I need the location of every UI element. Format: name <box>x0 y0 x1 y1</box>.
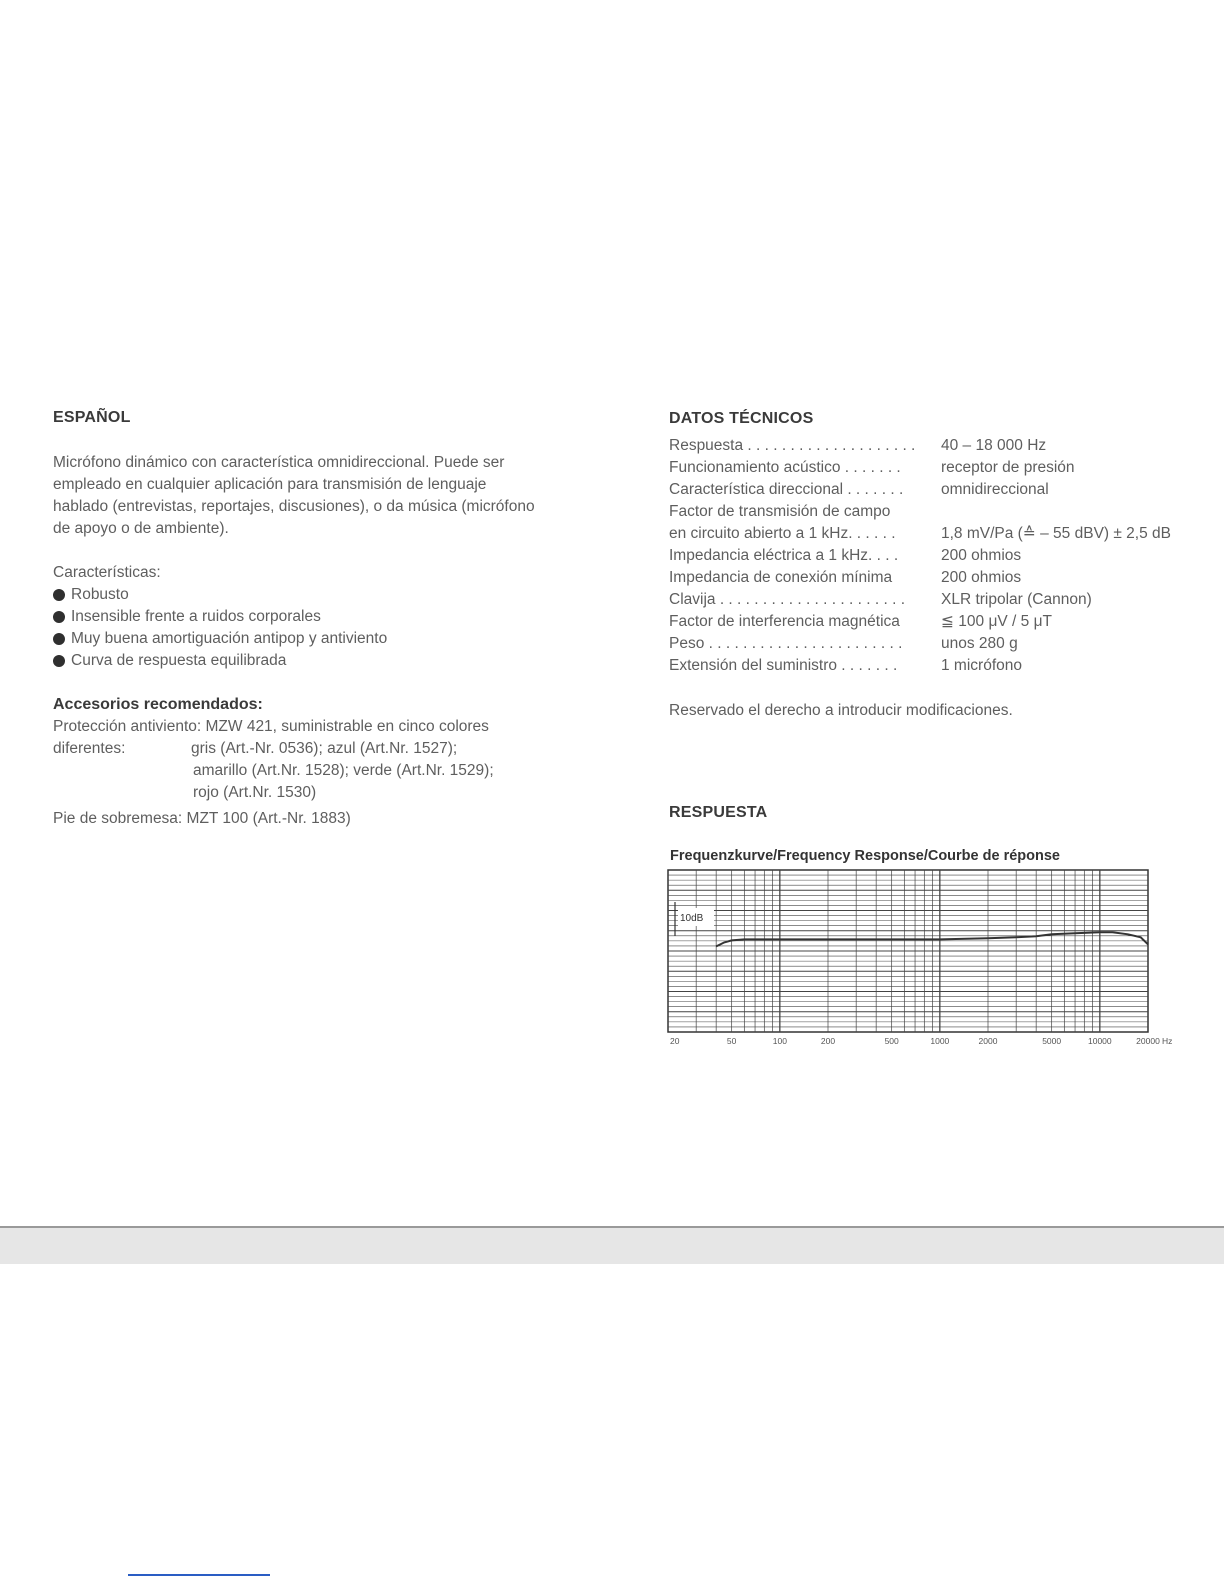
spec-row <box>669 611 1171 633</box>
spec-key: Impedancia eléctrica a 1 kHz. . . . <box>669 547 899 564</box>
spec-key: en circuito abierto a 1 kHz. . . . . . <box>669 525 896 542</box>
spec-row <box>669 655 1171 677</box>
features-label: Características: <box>53 564 161 581</box>
intro-line: empleado en cualquier aplicación para transmisión de lenguaje <box>53 476 487 493</box>
accessories-title: Accesorios recomendados: <box>53 696 263 713</box>
spec-key: Peso . . . . . . . . . . . . . . . . . . . . . . . <box>669 635 903 652</box>
feature-item: Insensible frente a ruidos corporales <box>53 606 387 628</box>
accessories-label: diferentes: <box>53 740 126 757</box>
spec-key: Característica direccional . . . . . . . <box>669 481 904 498</box>
spec-row <box>669 589 1171 611</box>
bullet-icon <box>53 589 65 601</box>
x-tick-label: 20000 <box>1136 1036 1160 1046</box>
spec-key: Funcionamiento acústico . . . . . . . <box>669 459 901 476</box>
spec-value: unos 280 g <box>941 635 1018 652</box>
frequency-response-chart <box>660 866 1180 1066</box>
spec-row <box>669 435 1171 457</box>
spec-value: ≦ 100 μV / 5 μT <box>941 613 1052 630</box>
x-tick-label: 50 <box>726 1036 737 1046</box>
spec-value: XLR tripolar (Cannon) <box>941 591 1092 608</box>
spec-value: 200 ohmios <box>941 569 1022 586</box>
reserved-note: Reservado el derecho a introducir modificaciones. <box>669 702 1013 719</box>
accessories-line: Protección antiviento: MZW 421, suministrable en cinco colores <box>53 718 489 735</box>
spec-key: Clavija . . . . . . . . . . . . . . . . . . . . . . <box>669 591 905 608</box>
feature-item: Robusto <box>53 584 387 606</box>
spec-key: Factor de transmisión de campo <box>669 503 891 520</box>
bullet-icon <box>53 633 65 645</box>
intro-paragraph <box>53 452 573 540</box>
intro-line: de apoyo o de ambiente). <box>53 520 229 537</box>
x-tick-label: 500 <box>884 1036 899 1046</box>
spec-key: Extensión del suministro . . . . . . . <box>669 657 898 674</box>
spec-value: omnidireccional <box>941 481 1049 498</box>
spec-value: 1 micrófono <box>941 657 1022 674</box>
bullet-icon <box>53 655 65 667</box>
bullet-icon <box>53 611 65 623</box>
x-tick-label: 200 <box>820 1036 836 1046</box>
bottom-band <box>0 1228 1224 1264</box>
feature-item: Curva de respuesta equilibrada <box>53 650 387 672</box>
spec-row <box>669 545 1171 567</box>
features-list <box>53 584 387 672</box>
intro-line: hablado (entrevistas, reportajes, discusiones), o da música (micrófono <box>53 498 535 515</box>
chart-title: Frequenzkurve/Frequency Response/Courbe de réponse <box>670 848 1060 864</box>
section-heading-espanol: ESPAÑOL <box>53 409 131 426</box>
spec-key: Factor de interferencia magnética <box>669 613 900 630</box>
x-unit-label: Hz <box>1162 1036 1173 1046</box>
spec-row <box>669 523 1171 545</box>
accessories-line: rojo (Art.Nr. 1530) <box>193 784 317 801</box>
scale-label: 10dB <box>680 913 704 924</box>
chart-grid <box>668 870 1148 1032</box>
chart-tick-labels <box>670 1036 1172 1046</box>
x-tick-label: 20 <box>670 1036 680 1046</box>
x-tick-label: 5000 <box>1042 1036 1062 1046</box>
section-heading-respuesta: RESPUESTA <box>669 804 768 821</box>
spec-row <box>669 457 1171 479</box>
accessories-block <box>53 694 494 830</box>
spec-row <box>669 567 1171 589</box>
accessories-row <box>53 738 494 760</box>
blue-underline <box>128 1574 270 1576</box>
x-tick-label: 100 <box>772 1036 787 1046</box>
spec-value: 40 – 18 000 Hz <box>941 437 1047 454</box>
response-curve <box>716 932 1148 946</box>
spec-value: 1,8 mV/Pa (≙ – 55 dBV) ± 2,5 dB <box>941 525 1171 542</box>
spec-key: Impedancia de conexión mínima <box>669 569 893 586</box>
spec-table <box>669 435 1171 677</box>
x-tick-label: 2000 <box>978 1036 998 1046</box>
features-block <box>53 562 387 672</box>
accessories-line: gris (Art.-Nr. 0536); azul (Art.Nr. 1527); <box>191 740 458 757</box>
spec-key: Respuesta . . . . . . . . . . . . . . . . . . . . <box>669 437 916 454</box>
accessories-line: amarillo (Art.Nr. 1528); verde (Art.Nr. 1529); <box>193 762 494 779</box>
x-tick-label: 1000 <box>930 1036 950 1046</box>
spec-row <box>669 479 1171 501</box>
section-heading-datos: DATOS TÉCNICOS <box>669 410 814 427</box>
stand-line: Pie de sobremesa: MZT 100 (Art.-Nr. 1883) <box>53 810 351 827</box>
spec-row <box>669 633 1171 655</box>
feature-item: Muy buena amortiguación antipop y antiviento <box>53 628 387 650</box>
intro-line: Micrófono dinámico con característica omnidireccional. Puede ser <box>53 454 505 471</box>
spec-value: 200 ohmios <box>941 547 1022 564</box>
spec-row <box>669 501 1171 523</box>
x-tick-label: 10000 <box>1088 1036 1112 1046</box>
spec-value <box>941 501 1171 523</box>
spec-value: receptor de presión <box>941 459 1075 476</box>
